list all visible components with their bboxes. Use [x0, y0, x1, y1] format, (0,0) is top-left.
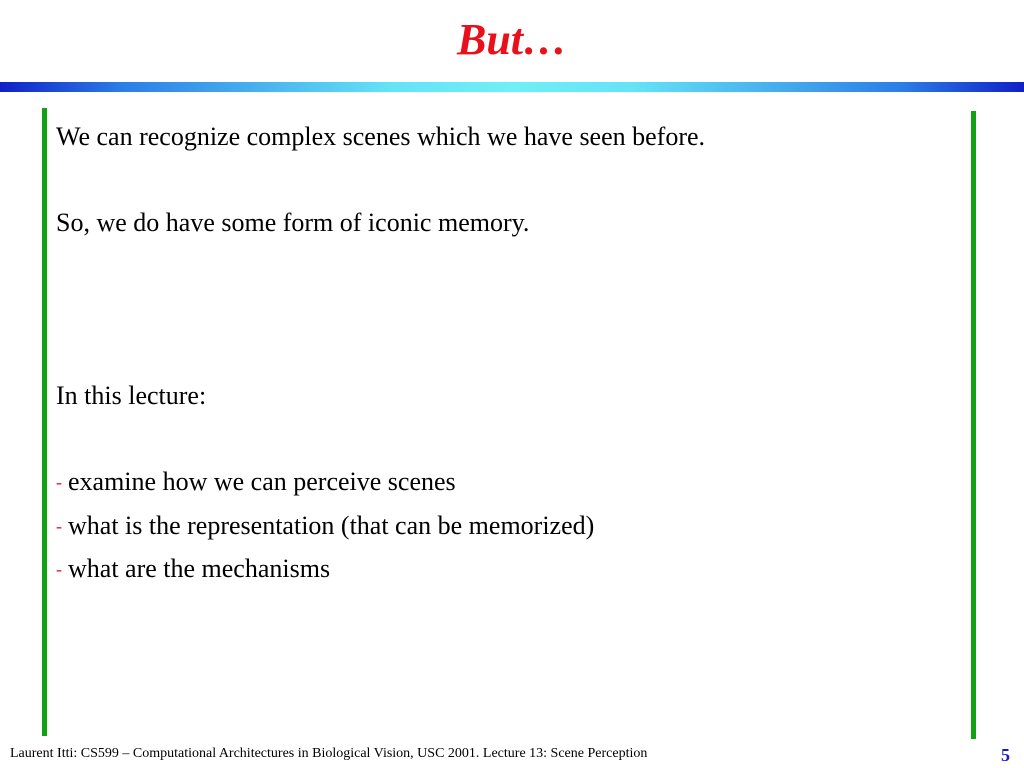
left-green-bar: [42, 108, 47, 736]
bullet-dash: -: [56, 559, 62, 579]
bullet-dash: -: [56, 472, 62, 492]
footer-citation: Laurent Itti: CS599 – Computational Architectures in Biological Vision, USC 2001. Lecture 13: Scene Perception: [10, 746, 648, 761]
page-number: 5: [1001, 745, 1010, 765]
bullet-text: examine how we can perceive scenes: [68, 467, 456, 496]
paragraph-iconic-memory: So, we do have some form of iconic memory.: [56, 208, 530, 237]
bullet-item: [56, 511, 594, 543]
paragraph-recognize-scenes: We can recognize complex scenes which we have seen before.: [56, 122, 706, 151]
bullet-dash: -: [56, 516, 62, 536]
bullet-text: what are the mechanisms: [68, 554, 331, 583]
bullet-text: what is the representation (that can be memorized): [68, 511, 595, 540]
title-gradient-rule: [0, 82, 1024, 92]
bullet-item: [56, 467, 456, 499]
paragraph-in-this-lecture: In this lecture:: [56, 381, 207, 410]
bullet-item: [56, 554, 330, 586]
right-green-bar: [971, 111, 976, 739]
slide-title: But…: [456, 15, 568, 64]
